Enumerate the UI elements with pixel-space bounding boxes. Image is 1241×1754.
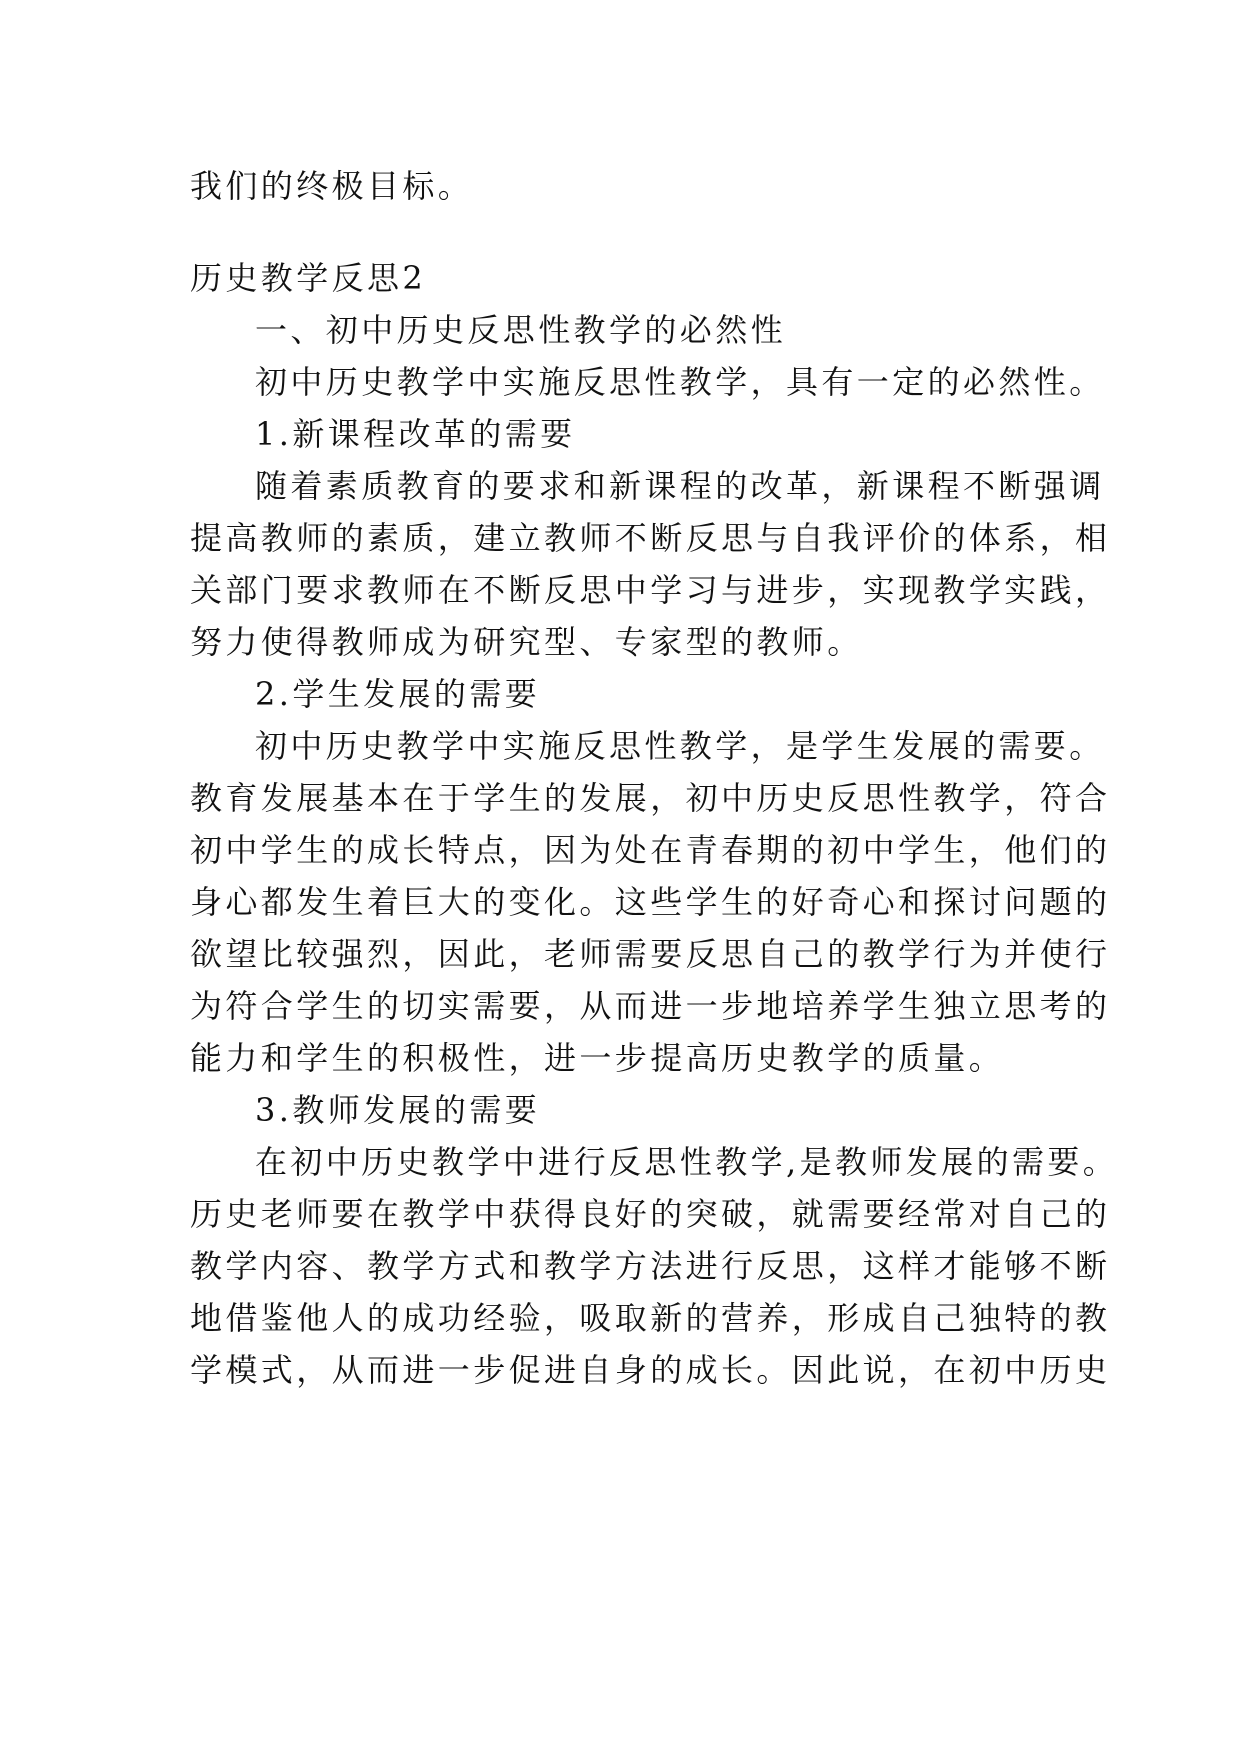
paragraph-line: 关部门要求教师在不断反思中学习与进步，实现教学实践， (190, 571, 1111, 609)
paragraph-line: 初中学生的成长特点，因为处在青春期的初中学生，他们的 (190, 831, 1111, 869)
heading-1: 一、初中历史反思性教学的必然性 (255, 311, 787, 349)
subheading-1: 1.新课程改革的需要 (255, 415, 576, 453)
paragraph-line: 学模式，从而进一步促进自身的成长。因此说，在初中历史 (190, 1351, 1111, 1389)
paragraph-line: 随着素质教育的要求和新课程的改革，新课程不断强调 (255, 467, 1105, 505)
paragraph-line: 为符合学生的切实需要，从而进一步地培养学生独立思考的 (190, 987, 1111, 1025)
paragraph-line: 身心都发生着巨大的变化。这些学生的好奇心和探讨问题的 (190, 883, 1111, 921)
paragraph-line: 教育发展基本在于学生的发展，初中历史反思性教学，符合 (190, 779, 1111, 817)
subheading-3: 3.教师发展的需要 (255, 1091, 541, 1129)
paragraph-line: 历史老师要在教学中获得良好的突破，就需要经常对自己的 (190, 1195, 1111, 1233)
paragraph-line: 能力和学生的积极性，进一步提高历史教学的质量。 (190, 1039, 1005, 1077)
paragraph-line: 努力使得教师成为研究型、专家型的教师。 (190, 623, 863, 661)
paragraph-line: 初中历史教学中实施反思性教学，是学生发展的需要。 (255, 727, 1105, 765)
paragraph-line: 在初中历史教学中进行反思性教学,是教师发展的需要。 (255, 1143, 1119, 1181)
section-title: 历史教学反思2 (190, 259, 427, 297)
paragraph-line: 初中历史教学中实施反思性教学，具有一定的必然性。 (255, 363, 1105, 401)
text-line-closing: 我们的终极目标。 (190, 167, 474, 205)
subheading-2: 2.学生发展的需要 (255, 675, 541, 713)
paragraph-line: 欲望比较强烈，因此，老师需要反思自己的教学行为并使行 (190, 935, 1111, 973)
paragraph-line: 地借鉴他人的成功经验，吸取新的营养，形成自己独特的教 (190, 1299, 1111, 1337)
paragraph-line: 提高教师的素质，建立教师不断反思与自我评价的体系，相 (190, 519, 1111, 557)
paragraph-line: 教学内容、教学方式和教学方法进行反思，这样才能够不断 (190, 1247, 1111, 1285)
